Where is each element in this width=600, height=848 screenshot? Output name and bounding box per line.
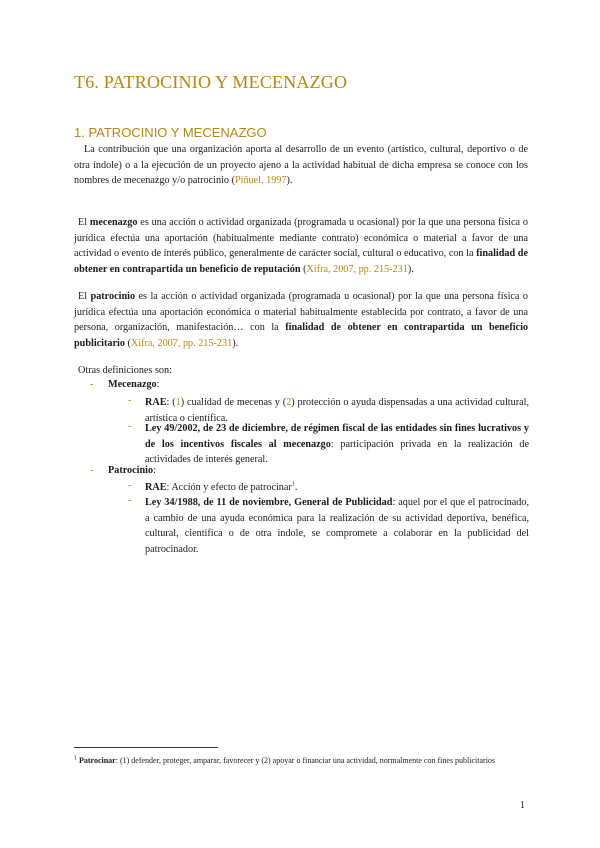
paragraph-text: La contribución que una organización aporta al desarrollo de un evento (artístico, cultural, deportivo o de otra índole) o a la ejecución de un proyecto ajeno a la actividad habitual de dicha empresa se conoce con los nombres de mecenazgo y/o patrocinio ( <box>74 144 528 187</box>
list-item-mecenazgo <box>108 379 160 390</box>
definitions-intro: Otras definiciones son: <box>78 365 172 376</box>
text-segment: ) protección o ayuda dispensadas a una actividad cultural, artística o científica. <box>145 397 529 424</box>
number-marker: 1 <box>175 397 181 408</box>
item-label: Mecenazgo <box>108 379 157 390</box>
footnote-label: Patrocinar <box>79 756 116 765</box>
citation: Xifra, 2007, pp. 215-231 <box>306 263 408 275</box>
item-label: RAE <box>145 397 167 408</box>
text-segment: es una acción o actividad organizada (programada u ocasional) por la que una persona física o jurídica efectúa una aportación (habitualmente mediante contrato) económica o material a favor de una actividad o evento de interés público, generalmente de carácter social, cultural o educativo, con la <box>74 217 528 260</box>
page-title: T6. PATROCINIO Y MECENAZGO <box>74 72 348 92</box>
list-dash: - <box>128 395 132 406</box>
citation: Xifra, 2007, pp. 215-231 <box>130 337 233 349</box>
paragraph-intro <box>74 142 528 189</box>
text-segment: : <box>156 379 160 390</box>
section-heading: 1. PATROCINIO Y MECENAZGO <box>74 125 267 140</box>
bold-phrase: finalidad de obtener en contrapartida un beneficio de reputación <box>74 248 528 275</box>
item-label: RAE <box>145 482 167 493</box>
sublist-item-ley-mecenazgo <box>145 421 529 468</box>
footnote-text: : (1) defender, proteger, amparar, favorecer y (2) apoyar o financiar una actividad, normalmente con fines publicitarios <box>115 756 496 765</box>
sublist-item-ley-patrocinio <box>145 495 529 557</box>
number-marker: 2 <box>286 397 292 408</box>
text-segment: : <box>153 465 156 476</box>
term-mecenazgo: mecenazgo <box>89 217 138 228</box>
list-dash: - <box>128 421 132 432</box>
text-segment: ) cualidad de mecenas y ( <box>180 397 287 408</box>
item-label: Ley 49/2002, de 23 de diciembre, de régimen fiscal de las entidades sin fines lucrativos y de los incentivos fiscales al mecenazgo <box>145 423 529 450</box>
text-segment: : Acción y efecto de patrocinar <box>166 482 292 493</box>
footnote-ref[interactable]: 1 <box>291 481 295 488</box>
citation: Piñuel, 1997 <box>234 175 287 187</box>
sublist-item-rae-patrocinio <box>145 480 529 496</box>
term-patrocinio: patrocinio <box>90 291 136 302</box>
text-segment: es la acción o actividad organizada (programada u ocasional) por la que una persona física o jurídica efectúa una aportación económica o material habitualmente establecida por contrato, a favor de una persona, organización, manifestación… con la <box>74 291 528 334</box>
paragraph-mecenazgo <box>74 215 528 277</box>
list-dash: - <box>128 480 132 491</box>
list-dash: - <box>90 379 94 390</box>
paragraph-end: ). <box>286 175 293 187</box>
text-segment: ( <box>300 263 307 275</box>
item-label: Patrocinio <box>108 465 154 476</box>
footnote-divider <box>74 747 218 748</box>
text-segment: : ( <box>166 397 176 408</box>
footnote-marker: 1 <box>74 755 77 762</box>
list-dash: - <box>128 495 132 506</box>
text-segment: : participación privada en la realización de actividades de interés general. <box>145 438 529 466</box>
text-segment: ). <box>407 263 414 275</box>
text-segment: ( <box>124 337 131 349</box>
paragraph-patrocinio <box>74 289 528 351</box>
text-segment: El <box>78 217 90 228</box>
text-segment: ). <box>232 337 239 349</box>
footnote <box>74 755 528 766</box>
text-segment: El <box>78 291 91 302</box>
text-segment: . <box>294 482 298 493</box>
bold-phrase: finalidad de obtener en contrapartida un beneficio publicitario <box>74 322 528 349</box>
text-segment: : aquel por el que el patrocinado, a cambio de una ayuda económica para la realización de su actividad deportiva, benéfica, cultural, científica o de otra índole, se compromete a colaborar en la publicidad del patrocinador. <box>145 497 529 555</box>
list-dash: - <box>90 465 94 476</box>
item-label: Ley 34/1988, de 11 de noviembre, General de Publicidad <box>145 497 393 508</box>
list-item-patrocinio <box>108 465 156 476</box>
page-number: 1 <box>520 800 525 811</box>
